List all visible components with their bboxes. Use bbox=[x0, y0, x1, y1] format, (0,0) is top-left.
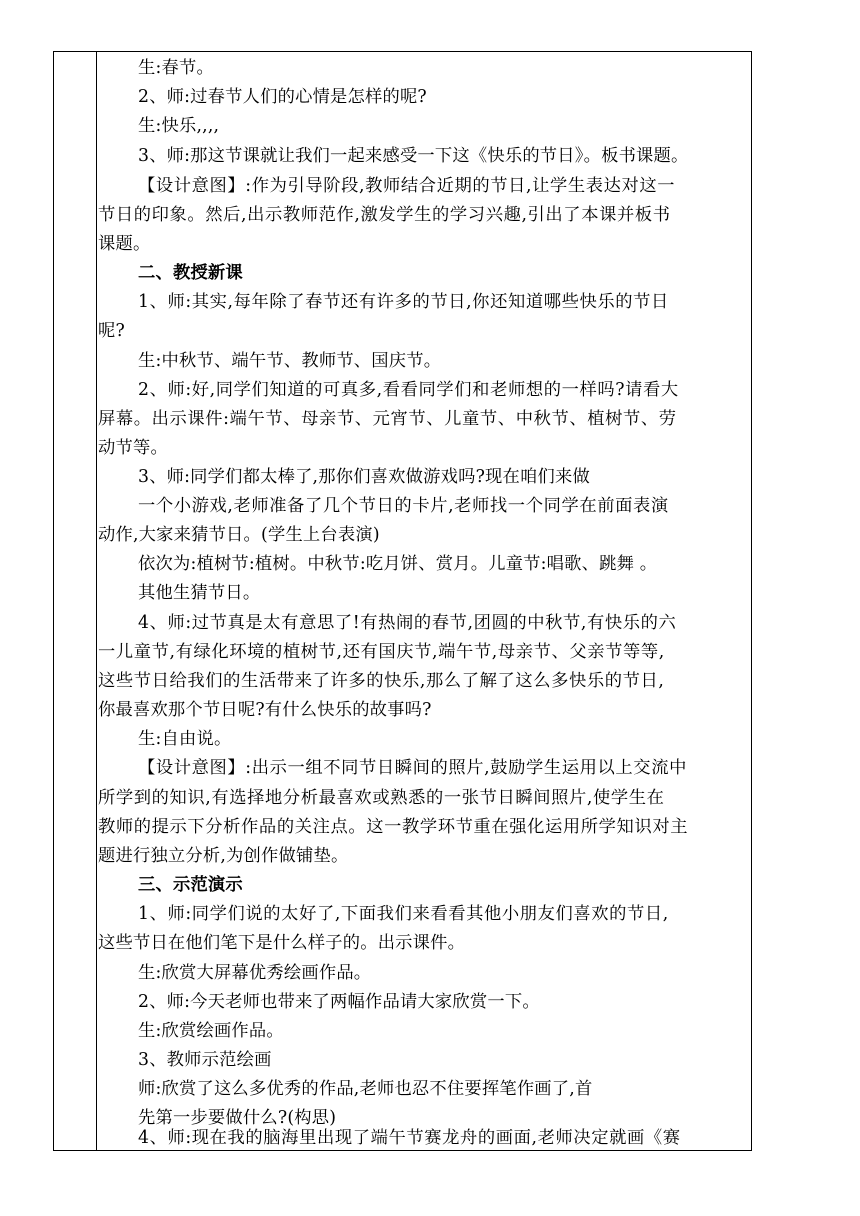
text-line: 生:自由说。 bbox=[138, 729, 232, 749]
section-heading: 三、示范演示 bbox=[138, 875, 243, 895]
text-line: 生:欣赏绘画作品。 bbox=[138, 1021, 284, 1041]
text-line: 你最喜欢那个节日呢?有什么快乐的故事吗? bbox=[98, 700, 432, 720]
text-line: 所学到的知识,有选择地分析最喜欢或熟悉的一张节日瞬间照片,使学生在 bbox=[98, 788, 665, 808]
text-line: 屏幕。出示课件:端午节、母亲节、元宵节、儿童节、中秋节、植树节、劳 bbox=[98, 409, 677, 429]
text-line: 课题。 bbox=[98, 234, 151, 254]
text-line: 1、师:其实,每年除了春节还有许多的节日,你还知道哪些快乐的节日 bbox=[138, 292, 669, 312]
text-line: 生:欣赏大屏幕优秀绘画作品。 bbox=[138, 963, 372, 983]
text-line: 题进行独立分析,为创作做铺垫。 bbox=[98, 846, 349, 866]
text-line: 先第一步要做什么?(构思) bbox=[138, 1108, 337, 1128]
text-line: 教师的提示下分析作品的关注点。这一教学环节重在强化运用所学知识对主 bbox=[98, 817, 689, 837]
text-line: 动节等。 bbox=[98, 438, 168, 458]
text-line: 4、师:现在我的脑海里出现了端午节赛龙舟的画面,老师决定就画《赛 bbox=[138, 1128, 681, 1148]
text-line: 3、师:那这节课就让我们一起来感受一下这《快乐的节日》。板书课题。 bbox=[138, 146, 689, 166]
section-heading: 二、教授新课 bbox=[138, 263, 243, 283]
text-line: 3、师:同学们都太棒了,那你们喜欢做游戏吗?现在咱们来做 bbox=[138, 467, 590, 487]
text-line: 动作,大家来猜节日。(学生上台表演) bbox=[98, 525, 380, 545]
column-divider bbox=[96, 52, 97, 1150]
text-line: 师:欣赏了这么多优秀的作品,老师也忍不住要挥笔作画了,首 bbox=[138, 1079, 593, 1099]
text-line: 2、师:好,同学们知道的可真多,看看同学们和老师想的一样吗?请看大 bbox=[138, 380, 679, 400]
text-line: 【设计意图】:作为引导阶段,教师结合近期的节日,让学生表达对这一 bbox=[138, 176, 676, 196]
lesson-content-cell bbox=[98, 52, 751, 1150]
text-line: 呢? bbox=[98, 321, 125, 341]
text-line: 【设计意图】:出示一组不同节日瞬间的照片,鼓励学生运用以上交流中 bbox=[138, 758, 687, 778]
text-line: 节日的印象。然后,出示教师范作,激发学生的学习兴趣,引出了本课并板书 bbox=[98, 205, 671, 225]
text-line: 2、师:过春节人们的心情是怎样的呢? bbox=[138, 87, 427, 107]
lesson-plan-table bbox=[53, 51, 752, 1151]
text-line: 生:中秋节、端午节、教师节、国庆节。 bbox=[138, 351, 442, 371]
text-line: 2、师:今天老师也带来了两幅作品请大家欣赏一下。 bbox=[138, 992, 540, 1012]
text-line: 3、教师示范绘画 bbox=[138, 1050, 272, 1070]
text-line: 这些节日在他们笔下是什么样子的。出示课件。 bbox=[98, 933, 466, 953]
text-line: 一儿童节,有绿化环境的植树节,还有国庆节,端午节,母亲节、父亲节等等, bbox=[98, 642, 665, 662]
text-line: 生:快乐,,,, bbox=[138, 116, 220, 136]
text-line: 4、师:过节真是太有意思了!有热闹的春节,团圆的中秋节,有快乐的六 bbox=[138, 613, 677, 633]
text-line: 其他生猜节日。 bbox=[138, 583, 261, 603]
text-line: 依次为:植树节:植树。中秋节:吃月饼、赏月。儿童节:唱歌、跳舞 。 bbox=[138, 554, 658, 574]
text-line: 这些节日给我们的生活带来了许多的快乐,那么了解了这么多快乐的节日, bbox=[98, 671, 665, 691]
text-line: 一个小游戏,老师准备了几个节日的卡片,老师找一个同学在前面表演 bbox=[138, 496, 669, 516]
text-line: 1、师:同学们说的太好了,下面我们来看看其他小朋友们喜欢的节日, bbox=[138, 904, 669, 924]
text-line: 生:春节。 bbox=[138, 58, 214, 78]
